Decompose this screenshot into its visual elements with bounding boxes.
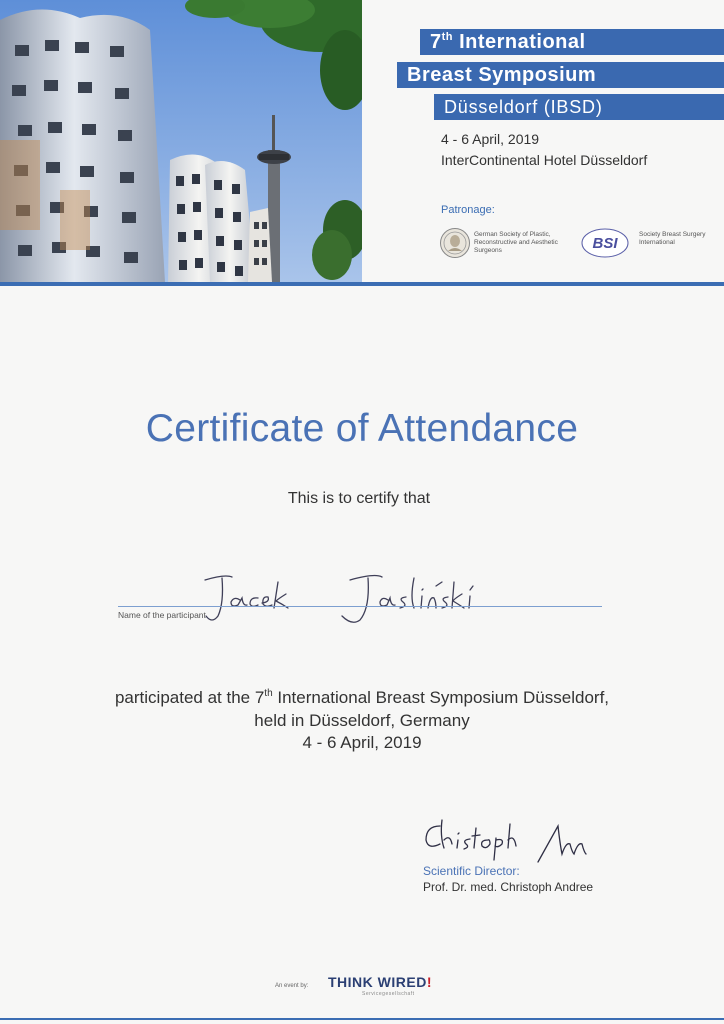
gpraes-seal-icon (440, 228, 470, 258)
think-wired-logo (328, 974, 432, 990)
participant-name-line (118, 606, 602, 607)
director-signature (418, 814, 618, 870)
patron-2-name: Society Breast Surgery International (639, 231, 706, 246)
certificate-title: Certificate of Attendance (145, 407, 579, 450)
logo-exclamation: ! (426, 974, 432, 990)
patron-1-name: German Society of Plastic, Reconstructive and Aesthetic Surgeons (474, 231, 558, 254)
attendance-statement-line-1 (0, 688, 724, 708)
bsi-logo-text: BSI (592, 235, 618, 252)
event-date: 4 - 6 April, 2019 (441, 131, 540, 147)
event-title-line-2: Breast Symposium (397, 62, 724, 88)
bsi-logo-icon (581, 228, 629, 258)
event-title-line-1 (420, 29, 724, 55)
signatory-name: Prof. Dr. med. Christoph Andree (423, 880, 594, 894)
participant-handwritten-name (200, 568, 540, 630)
statement-part-a: participated at the 7 (114, 688, 265, 707)
logo-wordmark: THINK WIRED (328, 974, 427, 990)
header-photo (0, 0, 362, 282)
cityscape-image (0, 0, 362, 282)
event-venue: InterContinental Hotel Düsseldorf (441, 152, 648, 168)
patronage-label: Patronage: (441, 204, 495, 216)
title-number: 7 (430, 31, 442, 53)
certify-line: This is to certify that (287, 490, 431, 507)
signatory-role: Scientific Director: (423, 864, 520, 878)
logo-subtitle: Servicegesellschaft (362, 991, 415, 997)
attendance-statement-line-2: held in Düsseldorf, Germany (254, 711, 470, 730)
title-ordinal: th (441, 31, 454, 43)
title-word: International (453, 31, 586, 53)
footer-event-by: An event by: (275, 983, 309, 989)
statement-ordinal: th (264, 688, 273, 699)
event-title-line-3: Düsseldorf (IBSD) (434, 94, 724, 120)
participant-name-label: Name of the participant (118, 610, 206, 620)
header-divider (0, 282, 724, 286)
statement-part-b: International Breast Symposium Düsseldorf, (272, 688, 610, 707)
footer-divider (0, 1018, 724, 1020)
attendance-statement-line-3: 4 - 6 April, 2019 (302, 733, 422, 752)
